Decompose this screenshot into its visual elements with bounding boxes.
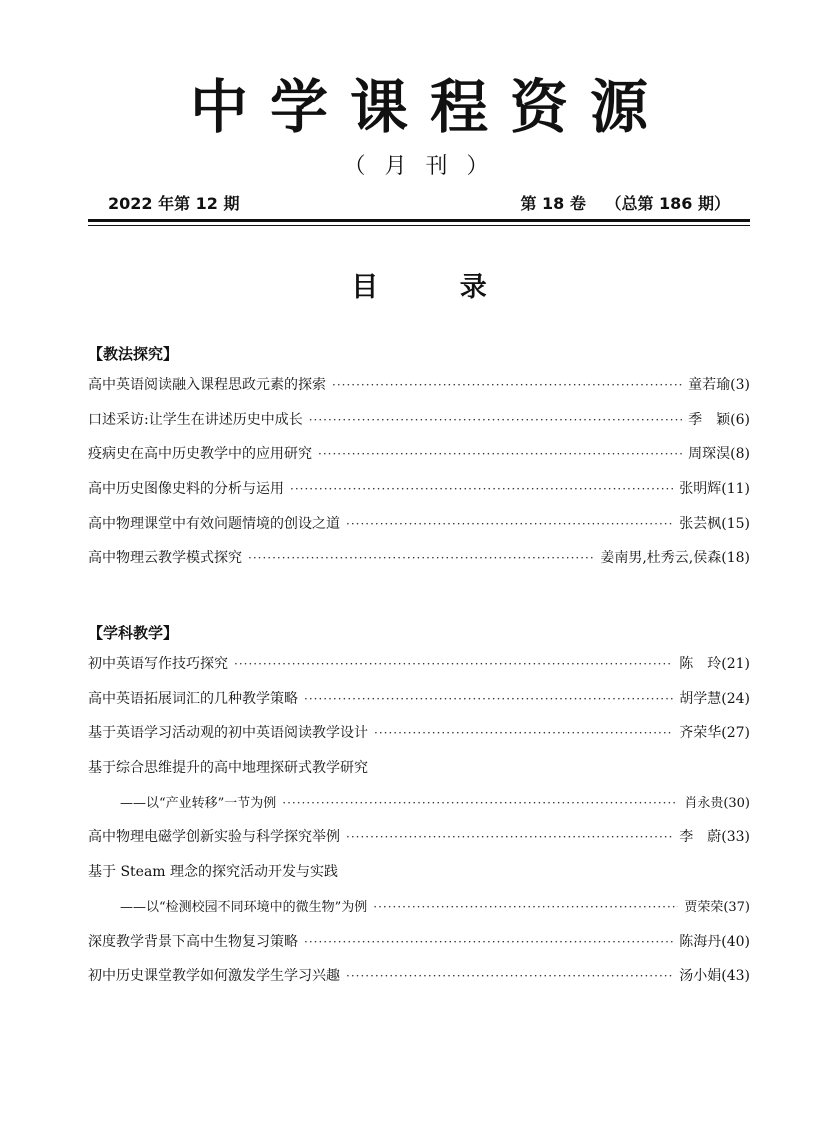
entry-title: 高中物理课堂中有效问题情境的创设之道 (88, 515, 340, 532)
toc-entry[interactable] (88, 373, 750, 408)
dot-leader (332, 373, 682, 397)
dot-leader (346, 512, 673, 536)
entry-title: 基于综合思维提升的高中地理探研式教学研究 (88, 760, 368, 777)
volume-info (520, 191, 730, 217)
entry-title: 基于英语学习活动观的初中英语阅读教学设计 (88, 725, 368, 742)
entry-title: 高中物理电磁学创新实验与科学探究举例 (88, 829, 340, 846)
entry-author-page: 齐荣华(27) (679, 725, 750, 742)
toc-entry[interactable] (88, 825, 750, 860)
entry-title: 初中英语写作技巧探究 (88, 656, 228, 672)
header-rule-thick (88, 219, 750, 222)
issue-number: 2022 年第 12 期 (108, 194, 240, 213)
entry-subtitle: ——以“产业转移”一节为例 (120, 795, 277, 811)
entry-title: 高中物理云教学模式探究 (88, 550, 242, 567)
header-rule-thin (88, 225, 750, 226)
dot-leader (304, 930, 673, 954)
toc-entry[interactable] (88, 964, 750, 999)
dot-leader (318, 442, 682, 466)
entry-title: 基于 Steam 理念的探究活动开发与实践 (88, 864, 339, 881)
volume-number: 第 18 卷 (520, 194, 586, 213)
toc-entry[interactable] (88, 442, 750, 477)
dot-leader (290, 477, 673, 501)
entry-title: 高中英语阅读融入课程思政元素的探索 (88, 377, 326, 393)
toc-entry-subtitle[interactable] (88, 791, 750, 826)
toc-entry[interactable] (88, 477, 750, 512)
dot-leader (346, 964, 673, 988)
entry-author-page: 汤小娟(43) (679, 968, 750, 985)
toc-entry-subtitle[interactable] (88, 895, 750, 930)
section-teaching-methods (88, 342, 750, 581)
entry-title: 高中英语拓展词汇的几种教学策略 (88, 690, 298, 707)
section-title: 【教法探究】 (88, 345, 179, 363)
toc-entry[interactable] (88, 930, 750, 965)
publication-frequency: （ 月 刊 ） (343, 154, 495, 179)
entry-subtitle: ——以“检测校园不同环境中的微生物”为例 (120, 899, 368, 915)
entry-title: 高中历史图像史料的分析与运用 (88, 481, 284, 498)
entry-author-page: 贾荣荣(37) (684, 899, 750, 915)
entry-author-page: 姜南男,杜秀云,侯森(18) (600, 550, 750, 567)
entry-author-page: 周琛淏(8) (688, 446, 750, 463)
dot-leader (234, 652, 673, 676)
entry-author-page: 季 颖(6) (688, 411, 750, 428)
dot-leader (282, 791, 678, 815)
section-title: 【学科教学】 (88, 624, 179, 642)
entry-author-page: 陈 玲(21) (679, 656, 750, 672)
dot-leader (373, 895, 678, 919)
dot-leader (304, 687, 673, 711)
section-subject-teaching (88, 621, 750, 999)
entry-author-page: 胡学慧(24) (679, 690, 750, 707)
toc-heading-right: 录 (459, 272, 487, 303)
total-issue-number: （总第 186 期） (605, 194, 730, 213)
toc-heading-left: 目 (351, 272, 379, 303)
dot-leader (374, 721, 673, 745)
entry-title: 疫病史在高中历史教学中的应用研究 (88, 446, 312, 463)
toc-entry[interactable] (88, 408, 750, 443)
entry-author-page: 张明辉(11) (679, 481, 750, 498)
entry-author-page: 肖永贵(30) (684, 795, 750, 811)
toc-entry[interactable] (88, 687, 750, 722)
toc-entry[interactable] (88, 546, 750, 581)
dot-leader (248, 546, 594, 570)
toc-entry[interactable] (88, 860, 750, 895)
entry-title: 初中历史课堂教学如何激发学生学习兴趣 (88, 968, 340, 985)
toc-entry[interactable] (88, 721, 750, 756)
dot-leader (309, 408, 682, 432)
toc-entry[interactable] (88, 756, 750, 791)
entry-author-page: 李 蔚(33) (679, 829, 750, 846)
dot-leader (346, 825, 673, 849)
toc-entry[interactable] (88, 512, 750, 547)
entry-author-page: 张芸枫(15) (679, 515, 750, 532)
entry-title: 深度教学背景下高中生物复习策略 (88, 933, 298, 950)
entry-title: 口述采访:让学生在讲述历史中成长 (88, 411, 303, 428)
entry-author-page: 童若瑜(3) (688, 377, 750, 393)
toc-heading (0, 268, 838, 308)
entry-author-page: 陈海丹(40) (679, 933, 750, 950)
journal-title: 中学课程资源 (189, 73, 670, 141)
toc-entry[interactable] (88, 652, 750, 687)
